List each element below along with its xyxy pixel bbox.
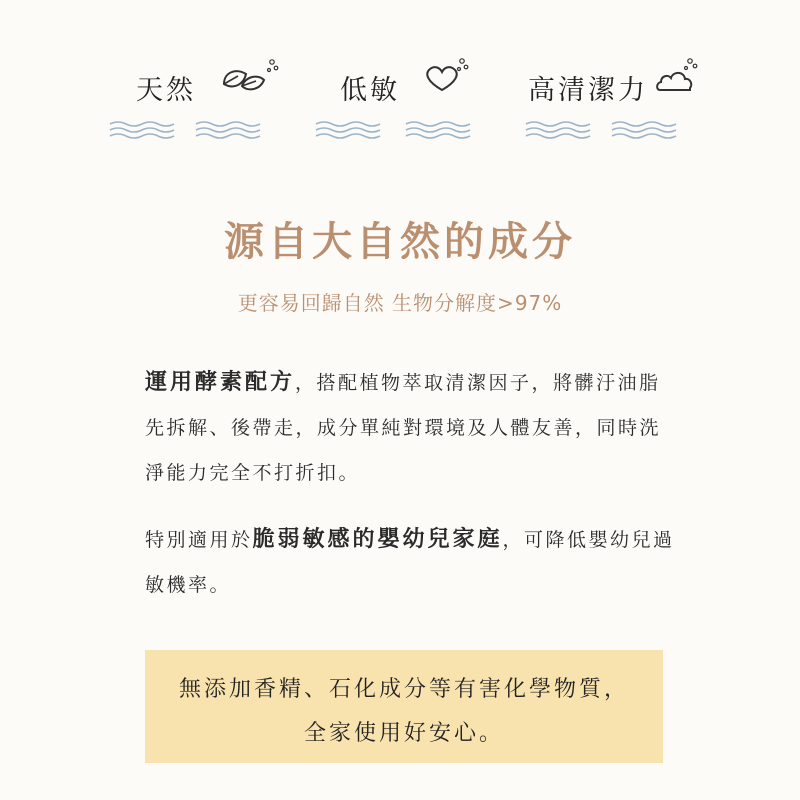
- wave-decoration: [108, 120, 268, 140]
- leaf-icon: [218, 56, 280, 96]
- notice-box: [145, 650, 663, 763]
- feature-hypoallergenic: [314, 62, 504, 152]
- wave-decoration: [314, 120, 474, 140]
- paragraph-highlight: 運用酵素配方: [145, 370, 296, 395]
- section-title: 源自大自然的成分: [224, 219, 576, 265]
- section-subtitle: 更容易回歸自然 生物分解度>97%: [237, 291, 563, 315]
- paragraph-prefix: 特別適用於: [145, 529, 253, 551]
- feature-cleaning-power: [524, 62, 724, 152]
- feature-label: 高清潔力: [528, 75, 648, 106]
- wave-decoration: [524, 120, 684, 140]
- cloud-icon: [656, 56, 702, 96]
- paragraph-suffix: ，可降低嬰幼兒過敏機率。: [145, 529, 675, 596]
- notice-line-1: 無添加香精、石化成分等有害化學物質，: [178, 677, 629, 702]
- feature-label: 低敏: [340, 75, 400, 106]
- paragraph-highlight: 脆弱敏感的嬰幼兒家庭: [252, 527, 503, 552]
- notice-line-2: 全家使用好安心。: [303, 721, 504, 746]
- feature-label: 天然: [136, 75, 196, 106]
- infant-paragraph: [145, 517, 675, 608]
- heart-icon: [422, 56, 472, 96]
- paragraph-text: ，搭配植物萃取清潔因子，將髒汙油脂先拆解、後帶走，成分單純對環境及人體友善，同時洗淨能力完全不打折扣。: [145, 372, 662, 484]
- feature-natural: [108, 62, 298, 152]
- ingredient-paragraph: [145, 360, 675, 496]
